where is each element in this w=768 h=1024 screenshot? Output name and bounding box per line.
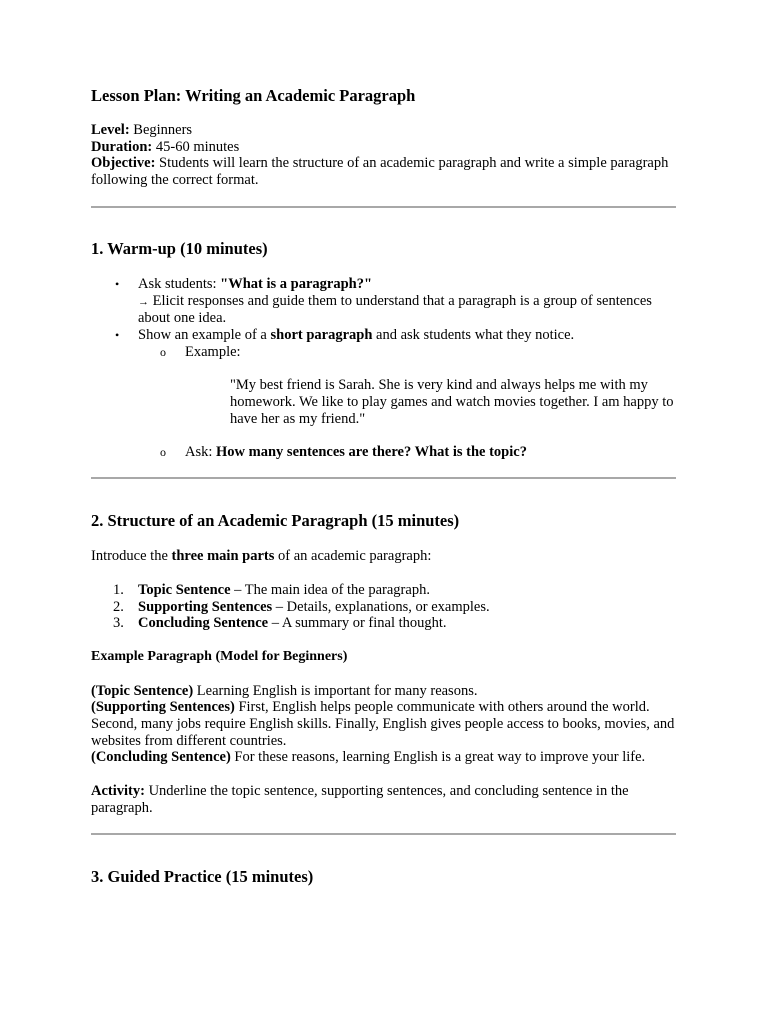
intro-prefix: Introduce the (91, 548, 172, 565)
supporting-label: (Supporting Sentences) (91, 699, 235, 716)
bullet2-bold: short paragraph (270, 326, 373, 343)
document-content (91, 86, 681, 887)
intro-bold: three main parts (171, 548, 275, 565)
list-number: 1. (113, 581, 124, 598)
arrow-right-icon: → (138, 295, 149, 308)
activity-text: Underline the topic sentence, supporting sentences, and concluding sentence in the paragraph. (91, 783, 629, 816)
part-desc: – The main idea of the paragraph. (230, 581, 430, 598)
example-paragraph (91, 683, 681, 767)
concluding-text: For these reasons, learning English is a great way to improve your life. (230, 749, 646, 766)
supporting-line (91, 699, 681, 749)
objective-label: Objective: (91, 155, 156, 172)
bullet2-prefix: Show an example of a (138, 326, 271, 343)
bullet1-question: "What is a paragraph?" (220, 275, 373, 292)
section-heading-guided: 3. Guided Practice (15 minutes) (91, 866, 314, 886)
structure-intro (91, 548, 681, 565)
example-label: Example: (185, 343, 241, 360)
part-desc: – A summary or final thought. (268, 615, 447, 632)
activity-line (91, 783, 681, 816)
level-value: Beginners (133, 122, 193, 138)
level-line (91, 122, 681, 139)
page-title: Lesson Plan: Writing an Academic Paragraph (91, 86, 416, 105)
list-item (91, 599, 681, 616)
list-number: 2. (113, 598, 124, 615)
bullet2-suffix: and ask students what they notice. (372, 326, 575, 343)
concluding-label: (Concluding Sentence) (91, 749, 231, 766)
part-desc: – Details, explanations, or examples. (272, 598, 490, 615)
duration-label: Duration: (91, 138, 153, 155)
lesson-meta (91, 122, 681, 189)
level-label: Level: (91, 122, 130, 138)
divider (91, 833, 676, 835)
list-item (91, 582, 681, 599)
list-item (91, 276, 681, 327)
bullet1-prefix: Ask students: (138, 275, 221, 292)
ask-question: How many sentences are there? What is the topic? (216, 444, 527, 461)
example-paragraph-title: Example Paragraph (Model for Beginners) (91, 648, 348, 664)
section-heading-structure: 2. Structure of an Academic Paragraph (15 minutes) (91, 511, 460, 531)
list-item (91, 615, 681, 632)
bullet1-follow: Elicit responses and guide them to understand that a paragraph is a group of sentences about one idea. (138, 292, 652, 327)
warmup-list (91, 276, 681, 361)
bullet-icon: • (115, 276, 120, 291)
bullet-icon: • (115, 327, 120, 342)
supporting-text: First, English helps people communicate with others around the world. Second, many jobs require English skills. Finally, English gives people access to books, movies, and websites from different countries. (91, 699, 675, 749)
topic-line (91, 683, 681, 700)
part-name: Concluding Sentence (138, 615, 269, 632)
concluding-line (91, 749, 681, 766)
sub-bullet-icon: o (160, 445, 166, 460)
ask-line (91, 444, 681, 461)
objective-line (91, 155, 681, 188)
sub-list-item (138, 344, 681, 361)
duration-line (91, 139, 681, 156)
part-name: Supporting Sentences (138, 598, 273, 615)
list-item (91, 327, 681, 360)
parts-list (91, 582, 681, 632)
activity-label: Activity: (91, 783, 145, 800)
part-name: Topic Sentence (138, 581, 231, 598)
topic-text: Learning English is important for many reasons. (193, 682, 478, 699)
ask-prefix: Ask: (185, 444, 217, 461)
divider (91, 206, 676, 208)
section-heading-warmup: 1. Warm-up (10 minutes) (91, 238, 268, 258)
sub-bullet-icon: o (160, 344, 166, 359)
sub-list (138, 344, 681, 361)
topic-label: (Topic Sentence) (91, 682, 194, 699)
duration-value: 45-60 minutes (155, 138, 240, 155)
intro-suffix: of an academic paragraph: (274, 548, 432, 565)
objective-value: Students will learn the structure of an academic paragraph and write a simple paragraph following the correct format. (91, 155, 669, 189)
divider (91, 477, 676, 479)
list-number: 3. (113, 615, 124, 632)
example-quote: "My best friend is Sarah. She is very kind and always helps me with my homework. We like to play games and watch movies together. I am happy to have her as my friend." (230, 377, 674, 427)
